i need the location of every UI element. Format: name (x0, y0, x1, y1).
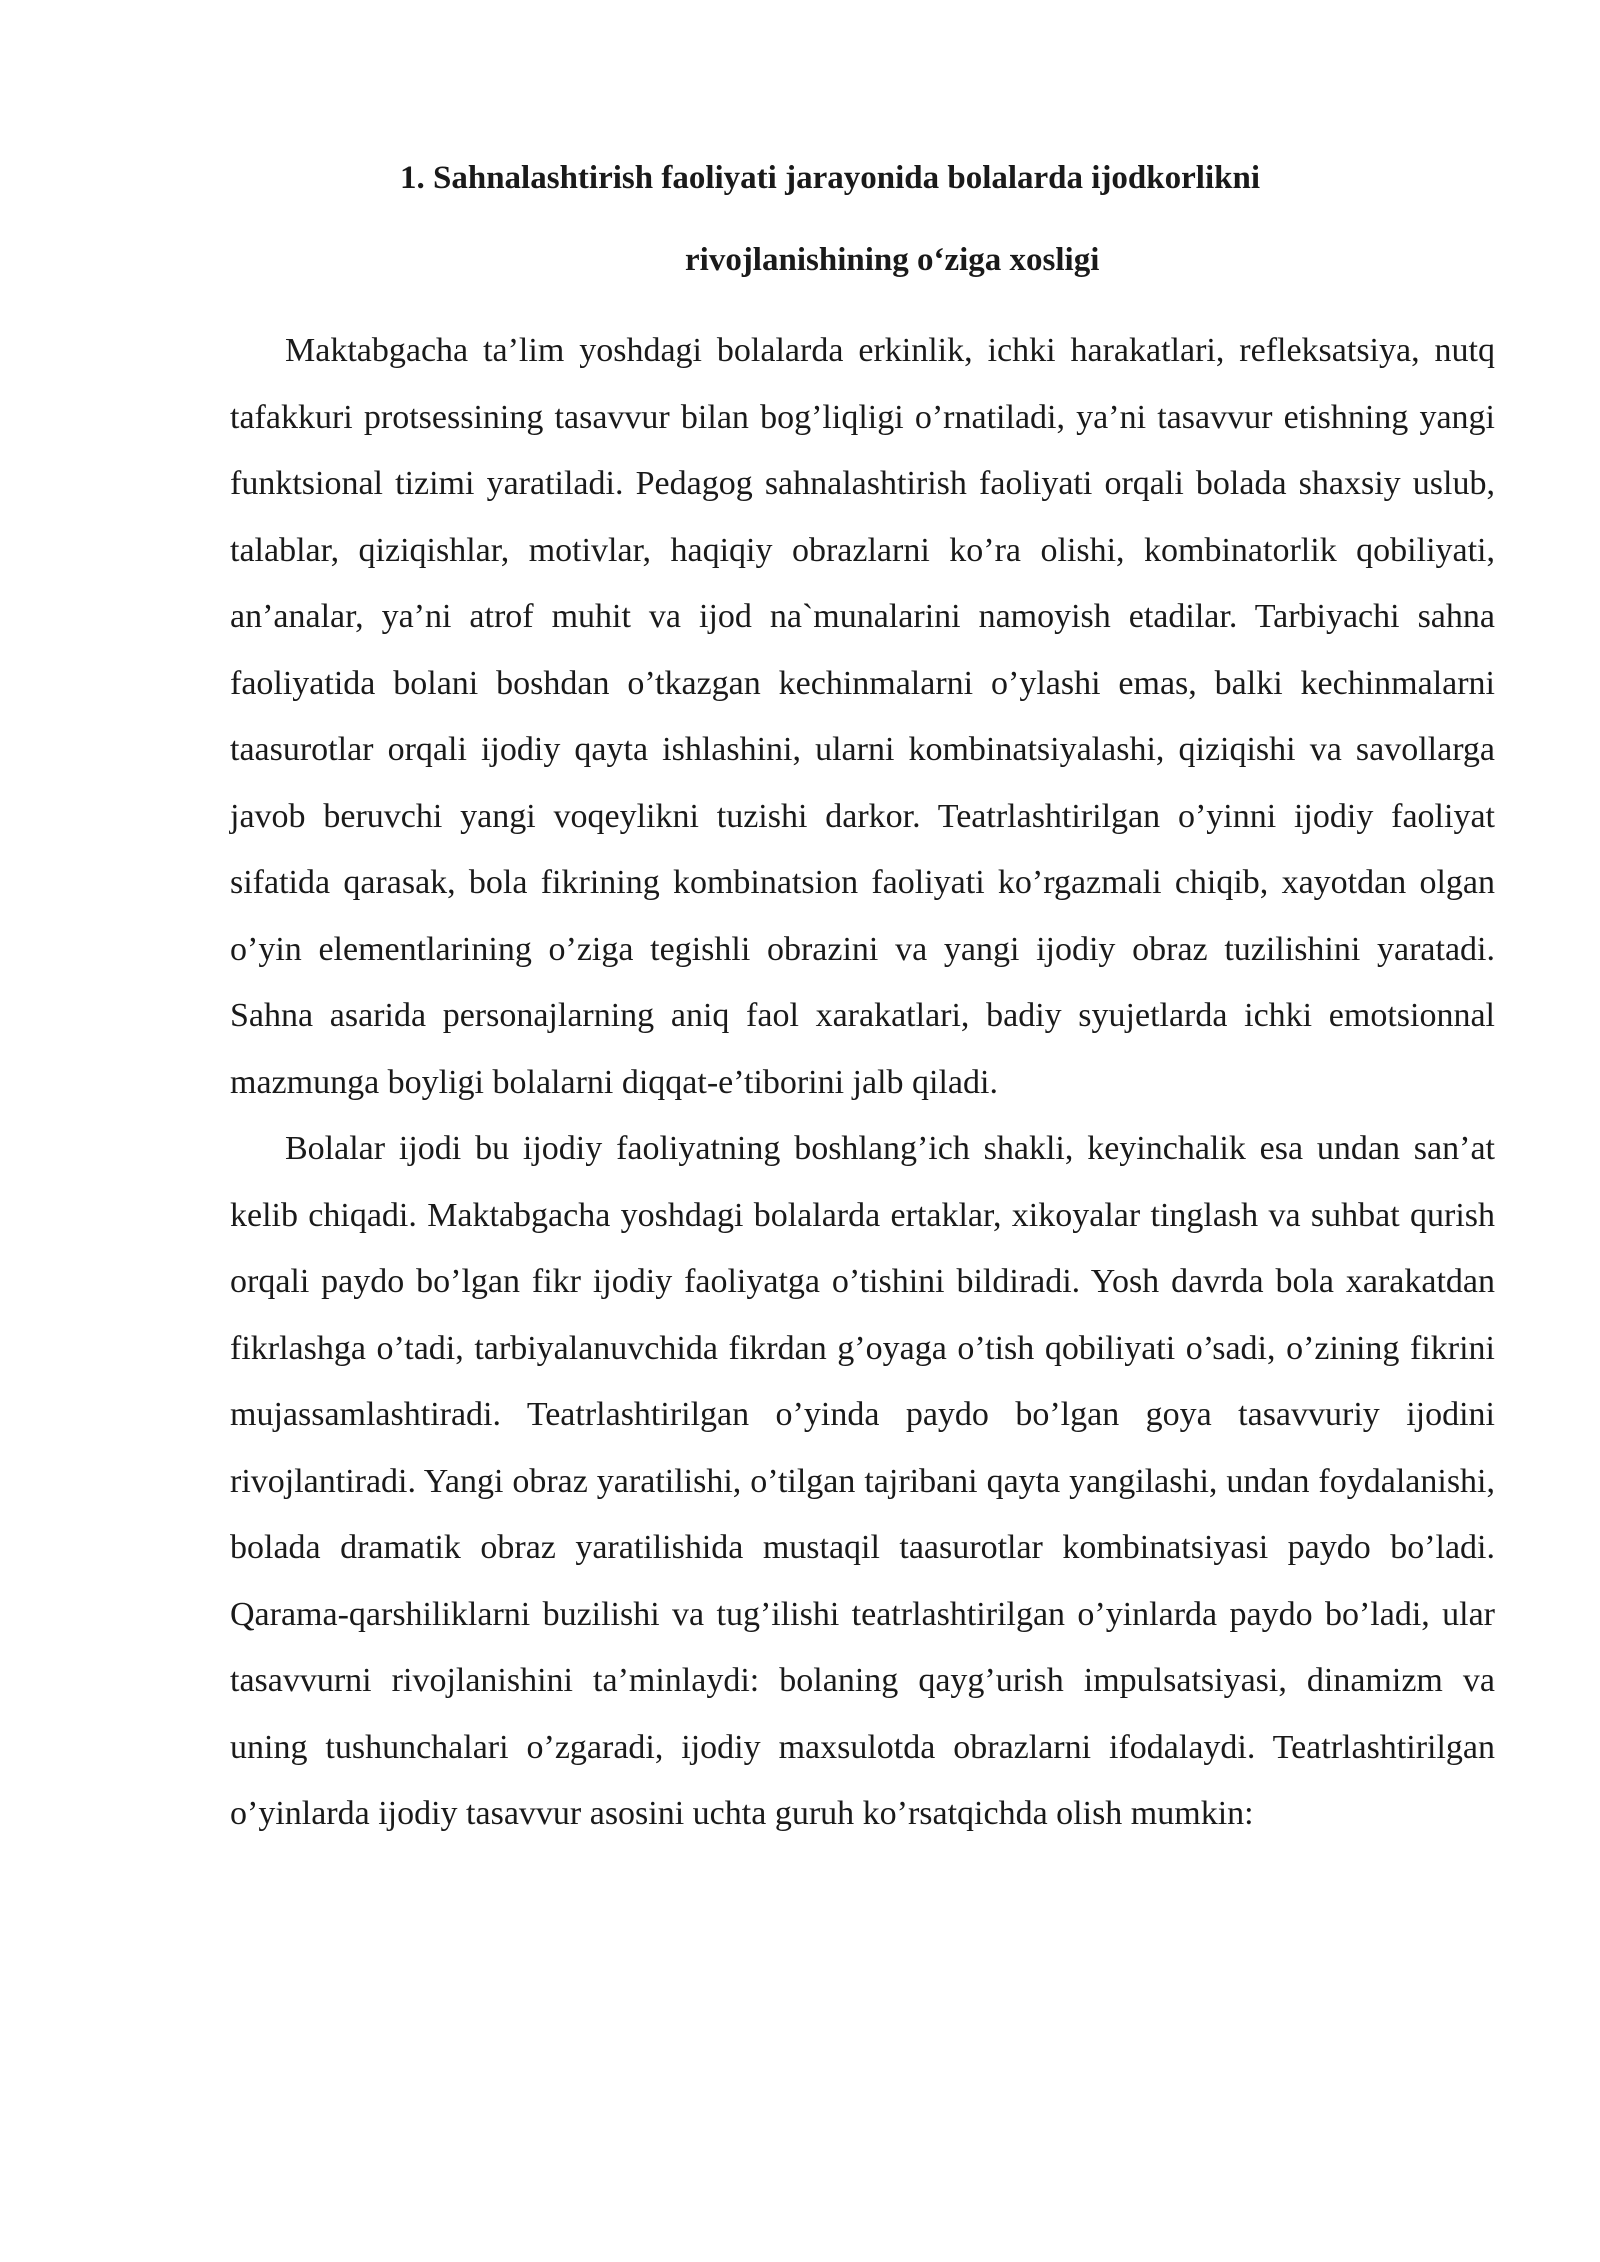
heading-line-1: 1. Sahnalashtirish faoliyati jarayonida bolalarda ijodkorlikni (400, 160, 1260, 196)
section-heading (230, 137, 1500, 301)
paragraph-2: Bolalar ijodi bu ijodiy faoliyatning boshlang’ich shakli, keyinchalik esa undan san’at kelib chiqadi. Maktabgacha yoshdagi bolalarda ertaklar, xikoyalar tinglash va suhbat qurish orqali paydo bo’lgan fikr ijodiy faoliyatga o’tishini bildiradi. Yosh davrda bola xarakatdan fikrlashga o’tadi, tarbiyalanuvchida fikrdan g’oyaga o’tish qobiliyati o’sadi, o’zining fikrini mujassamlashtiradi. Teatrlashtirilgan o’yinda paydo bo’lgan goya tasavvuriy ijodini rivojlantiradi. Yangi obraz yaratilishi, o’tilgan tajribani qayta yangilashi, undan foydalanishi, bolada dramatik obraz yaratilishida mustaqil taasurotlar kombinatsiyasi paydo bo’ladi. Qarama-qarshiliklarni buzilishi va tug’ilishi teatrlashtirilgan o’yinlarda paydo bo’ladi, ular tasavvurni rivojlanishini ta’minlaydi: bolaning qayg’urish impulsatsiyasi, dinamizm va uning tushunchalari o’zgaradi, ijodiy maxsulotda obrazlarni ifodalaydi. Teatrlashtirilgan o’yinlarda ijodiy tasavvur asosini uchta guruh ko’rsatqichda olish mumkin: (230, 1130, 1495, 1832)
heading-line-2: rivojlanishining o‘ziga xosligi (685, 242, 1100, 278)
body-text (230, 318, 1495, 1848)
paragraph-1: Maktabgacha ta’lim yoshdagi bolalarda erkinlik, ichki harakatlari, refleksatsiya, nutq tafakkuri protsessining tasavvur bilan bog’liqligi o’rnatiladi, ya’ni tasavvur etishning yangi funktsional tizimi yaratiladi. Pedagog sahnalashtirish faoliyati orqali bolada shaxsiy uslub, talablar, qiziqishlar, motivlar, haqiqiy obrazlarni ko’ra olishi, kombinatorlik qobiliyati, an’analar, ya’ni atrof muhit va ijod na`munalarini namoyish etadilar. Tarbiyachi sahna faoliyatida bolani boshdan o’tkazgan kechinmalarni o’ylashi emas, balki kechinmalarni taasurotlar orqali ijodiy qayta ishlashini, ularni kombinatsiyalashi, qiziqishi va savollarga javob beruvchi yangi voqeylikni tuzishi darkor. Teatrlashtirilgan o’yinni ijodiy faoliyat sifatida qarasak, bola fikrining kombinatsion faoliyati ko’rgazmali chiqib, xayotdan olgan o’yin elementlarining o’ziga tegishli obrazini va yangi ijodiy obraz tuzilishini yaratadi. Sahna asarida personajlarning aniq faol xarakatlari, badiy syujetlarda ichki emotsionnal mazmunga boyligi bolalarni diqqat-e’tiborini jalb qiladi. (230, 332, 1495, 1101)
